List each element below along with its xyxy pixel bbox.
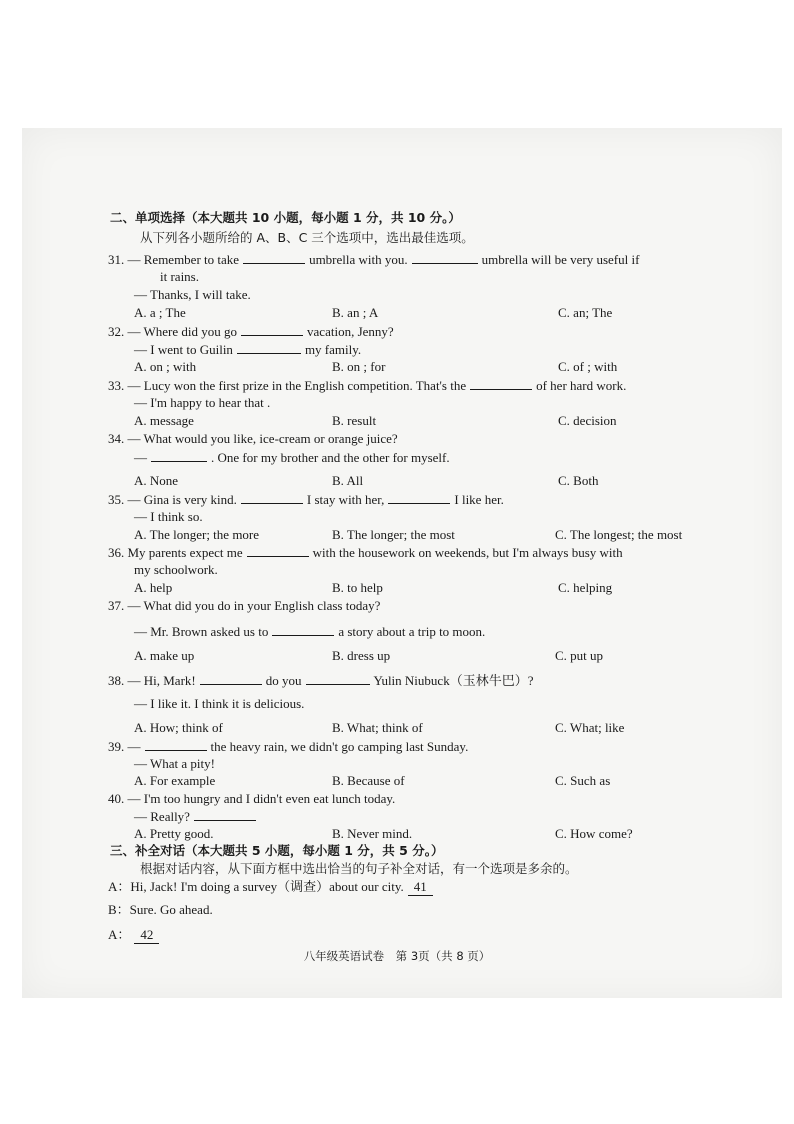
question-38 [108, 672, 533, 689]
question-35-text-a: 35. — Gina is very kind. [108, 492, 237, 507]
question-37-reply-blank [272, 623, 334, 636]
question-32-text-b: vacation, Jenny? [307, 324, 394, 339]
question-31-option-a: A. a ; The [134, 305, 186, 320]
question-34-reply-a: — [134, 450, 147, 465]
question-36-text-b: with the housework on weekends, but I'm always busy with [312, 545, 623, 560]
question-37: 37. — What did you do in your English class today? [108, 598, 381, 613]
question-39-option-b: B. Because of [332, 773, 405, 788]
question-38-option-c: C. What; like [555, 720, 625, 735]
question-39-option-a: A. For example [134, 773, 216, 788]
question-40-option-c: C. How come? [555, 826, 633, 841]
question-40-option-b: B. Never mind. [332, 826, 413, 841]
question-36 [108, 544, 623, 561]
question-33-option-c: C. decision [558, 413, 617, 428]
question-36-continued: my schoolwork. [134, 562, 218, 577]
question-33-option-a: A. message [134, 413, 194, 428]
question-35-reply: — I think so. [134, 509, 203, 524]
question-33 [108, 377, 626, 394]
question-31-blank-1 [243, 251, 305, 264]
question-31-text-c: umbrella will be very useful if [481, 252, 640, 267]
question-33-option-b: B. result [332, 413, 377, 428]
question-32-option-a: A. on ; with [134, 359, 197, 374]
question-40-reply [134, 808, 260, 825]
question-34-option-b: B. All [332, 473, 364, 488]
section-2-title: 二、单项选择（本大题共 10 小题，每小题 1 分，共 10 分。） [110, 210, 461, 225]
question-32-reply [134, 341, 361, 358]
question-33-blank [470, 377, 532, 390]
question-36-option-b: B. to help [332, 580, 383, 595]
question-40: 40. — I'm too hungry and I didn't even eat lunch today. [108, 791, 396, 806]
question-35-blank-1 [241, 491, 303, 504]
question-37-reply [134, 623, 485, 640]
question-31-option-c: C. an; The [558, 305, 613, 320]
question-34-option-c: C. Both [558, 473, 599, 488]
question-32-text-a: 32. — Where did you go [108, 324, 238, 339]
question-38-blank-1 [200, 672, 262, 685]
question-35-option-b: B. The longer; the most [332, 527, 455, 542]
question-35-text-c: I like her. [454, 492, 504, 507]
question-38-option-b: B. What; think of [332, 720, 423, 735]
question-33-text-a: 33. — Lucy won the first prize in the English competition. That's the [108, 378, 467, 393]
question-38-option-a: A. How; think of [134, 720, 223, 735]
question-39-reply: — What a pity! [134, 756, 215, 771]
question-33-text-b: of her hard work. [536, 378, 627, 393]
question-31-reply: — Thanks, I will take. [134, 287, 251, 302]
question-36-option-c: C. helping [558, 580, 613, 595]
question-32-reply-a: — I went to Guilin [134, 342, 233, 357]
dialogue-line-1-text: A：Hi, Jack! I'm doing a survey（调查）about our city. [108, 879, 404, 894]
question-39-blank [145, 738, 207, 751]
question-34: 34. — What would you like, ice-cream or orange juice? [108, 431, 398, 446]
dialogue-line-3-text: A： [108, 927, 131, 942]
question-34-reply [134, 449, 450, 466]
question-31-continued: it rains. [160, 269, 199, 284]
section-3-instruction: 根据对话内容，从下面方框中选出恰当的句子补全对话，有一个选项是多余的。 [140, 861, 578, 876]
question-36-text-a: 36. My parents expect me [108, 545, 243, 560]
question-33-reply: — I'm happy to hear that . [134, 395, 271, 410]
question-32 [108, 323, 394, 340]
question-39-text-b: the heavy rain, we didn't go camping last Sunday. [210, 739, 469, 754]
question-31-option-b: B. an ; A [332, 305, 379, 320]
dialogue-blank-41: 41 [408, 879, 433, 896]
question-32-reply-blank [237, 341, 301, 354]
question-35-option-a: A. The longer; the more [134, 527, 260, 542]
question-38-reply: — I like it. I think it is delicious. [134, 696, 305, 711]
question-39-text-a: 39. — [108, 739, 141, 754]
question-31 [108, 251, 639, 268]
section-3-title: 三、补全对话（本大题共 5 小题，每小题 1 分，共 5 分。） [110, 843, 444, 858]
question-40-option-a: A. Pretty good. [134, 826, 214, 841]
question-31-text-a: 31. — Remember to take [108, 252, 240, 267]
question-32-option-b: B. on ; for [332, 359, 386, 374]
question-34-reply-b: . One for my brother and the other for myself. [211, 450, 450, 465]
dialogue-line-2: B：Sure. Go ahead. [108, 902, 213, 917]
question-37-reply-b: a story about a trip to moon. [338, 624, 486, 639]
question-36-blank [247, 544, 309, 557]
question-36-option-a: A. help [134, 580, 173, 595]
question-35 [108, 491, 504, 508]
question-39 [108, 738, 468, 755]
question-31-blank-2 [412, 251, 478, 264]
question-39-option-c: C. Such as [555, 773, 611, 788]
question-37-option-a: A. make up [134, 648, 195, 663]
question-32-option-c: C. of ; with [558, 359, 618, 374]
dialogue-line-3 [108, 927, 163, 944]
question-35-blank-2 [388, 491, 450, 504]
page-footer: 八年级英语试卷 第 3页（共 8 页） [303, 949, 491, 963]
question-38-text-a: 38. — Hi, Mark! [108, 673, 196, 688]
question-35-option-c: C. The longest; the most [555, 527, 683, 542]
question-32-reply-b: my family. [304, 342, 362, 357]
question-37-option-b: B. dress up [332, 648, 391, 663]
question-37-reply-a: — Mr. Brown asked us to [134, 624, 269, 639]
section-2-instruction: 从下列各小题所给的 A、B、C 三个选项中，选出最佳选项。 [140, 230, 474, 245]
question-38-blank-2 [306, 672, 370, 685]
question-38-text-b: do you [265, 673, 302, 688]
question-37-option-c: C. put up [555, 648, 604, 663]
question-31-text-b: umbrella with you. [309, 252, 408, 267]
question-32-blank [241, 323, 303, 336]
question-35-text-b: I stay with her, [306, 492, 385, 507]
question-34-reply-blank [151, 449, 207, 462]
dialogue-line-1 [108, 879, 437, 896]
question-40-reply-text: — Really? [134, 809, 190, 824]
question-40-reply-blank [194, 808, 256, 821]
dialogue-blank-42: 42 [134, 927, 159, 944]
question-38-text-c: Yulin Niubuck（玉林牛巴）? [373, 673, 534, 688]
question-34-option-a: A. None [134, 473, 179, 488]
